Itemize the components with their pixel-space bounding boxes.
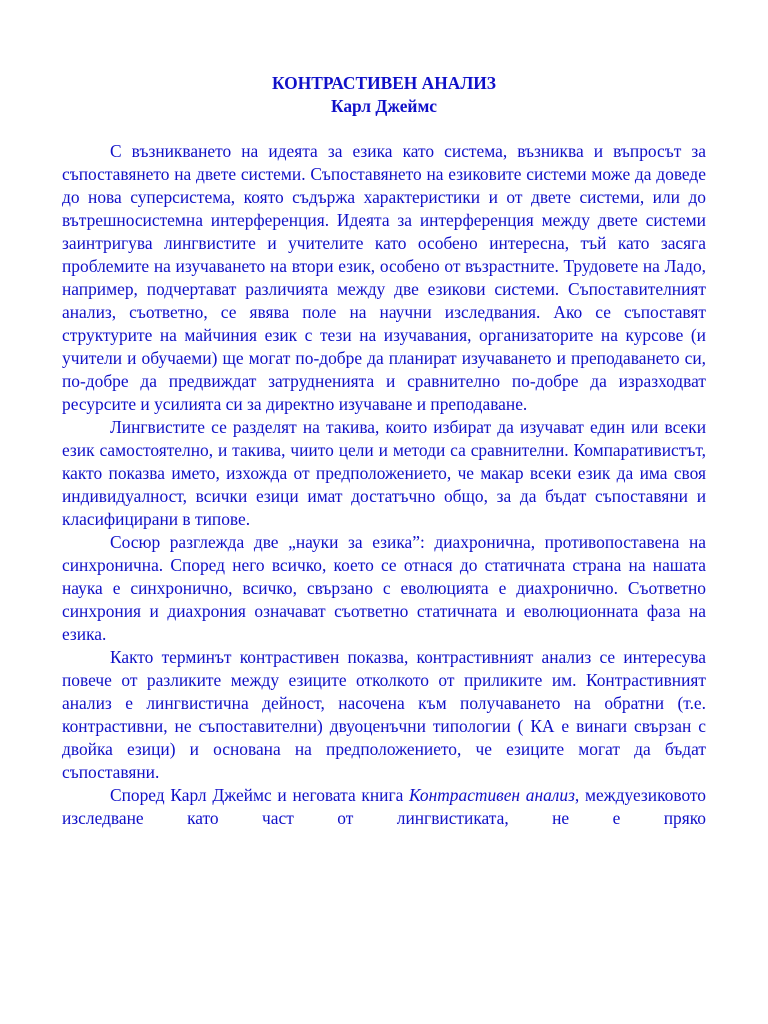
paragraph-5 (62, 784, 706, 830)
paragraph-5-start: Според Карл Джеймс и неговата книга (110, 785, 410, 805)
paragraph-5-end: , междуезиковото изследване като част от лингвистиката, не е пряко (62, 785, 706, 828)
document-page (62, 0, 706, 830)
paragraph-2: Лингвистите се разделят на такива, които избират да изучават един или всеки език самостоятелно, и такива, чиито цели и методи са сравнителни. Компаративистът, както показва името, изхожда от предположението, че макар всеки език да има своя индивидуалност, всички езици имат достатъчно общо, за да бъдат съпоставяни и класифицирани в типове. (62, 417, 706, 529)
document-author: Карл Джеймс (330, 96, 438, 116)
book-title: Контрастивен анализ (409, 785, 575, 805)
paragraph-3: Сосюр разглежда две „науки за езика”: диахронична, противопоставена на синхронична. Според него всичко, което се отнася до статичната страна на нашата наука е синхронично, всичко, свързано с еволюцията е диахронично. Съответно синхрония и диахрония означават съответно статичната и еволюционната фаза на езика. (62, 532, 706, 644)
document-title: КОНТРАСТИВЕН АНАЛИЗ (272, 73, 496, 93)
paragraph-4: Както терминът контрастивен показва, контрастивният анализ се интересува повече от разликите между езиците отколкото от приликите им. Контрастивният анализ е лингвистична дейност, насочена към получаването на обратни (т.е. контрастивни, не съпоставителни) двуоценъчни типологии ( КА е винаги свързан с двойка езици) и основана на предположението, че езиците могат да бъдат съпоставяни. (62, 647, 706, 782)
document-body (62, 140, 706, 830)
paragraph-1: С възникването на идеята за езика като система, възниква и въпросът за съпоставянето на двете системи. Съпоставянето на езиковите системи може да доведе до нова суперсистема, която съдържа характеристики и от двете системи, или до вътрешносистемна интерференция. Идеята за интерференция между двете системи заинтригува лингвистите и учителите като особено интересна, тъй като засяга проблемите на изучаването на втори език, особено от възрастните. Трудовете на Ладо, например, подчертават различията между две езикови системи. Съпоставителният анализ, съответно, се явява поле на научни изследвания. Ако се съпоставят структурите на майчиния език с тези на изучавания, организаторите на курсове (и учители и обучаеми) ще могат по-добре да планират изучаването и преподаването си, по-добре да предвиждат затрудненията и сравнително по-добре да изразходват ресурсите и усилията си за директно изучаване и преподаване. (62, 141, 706, 414)
